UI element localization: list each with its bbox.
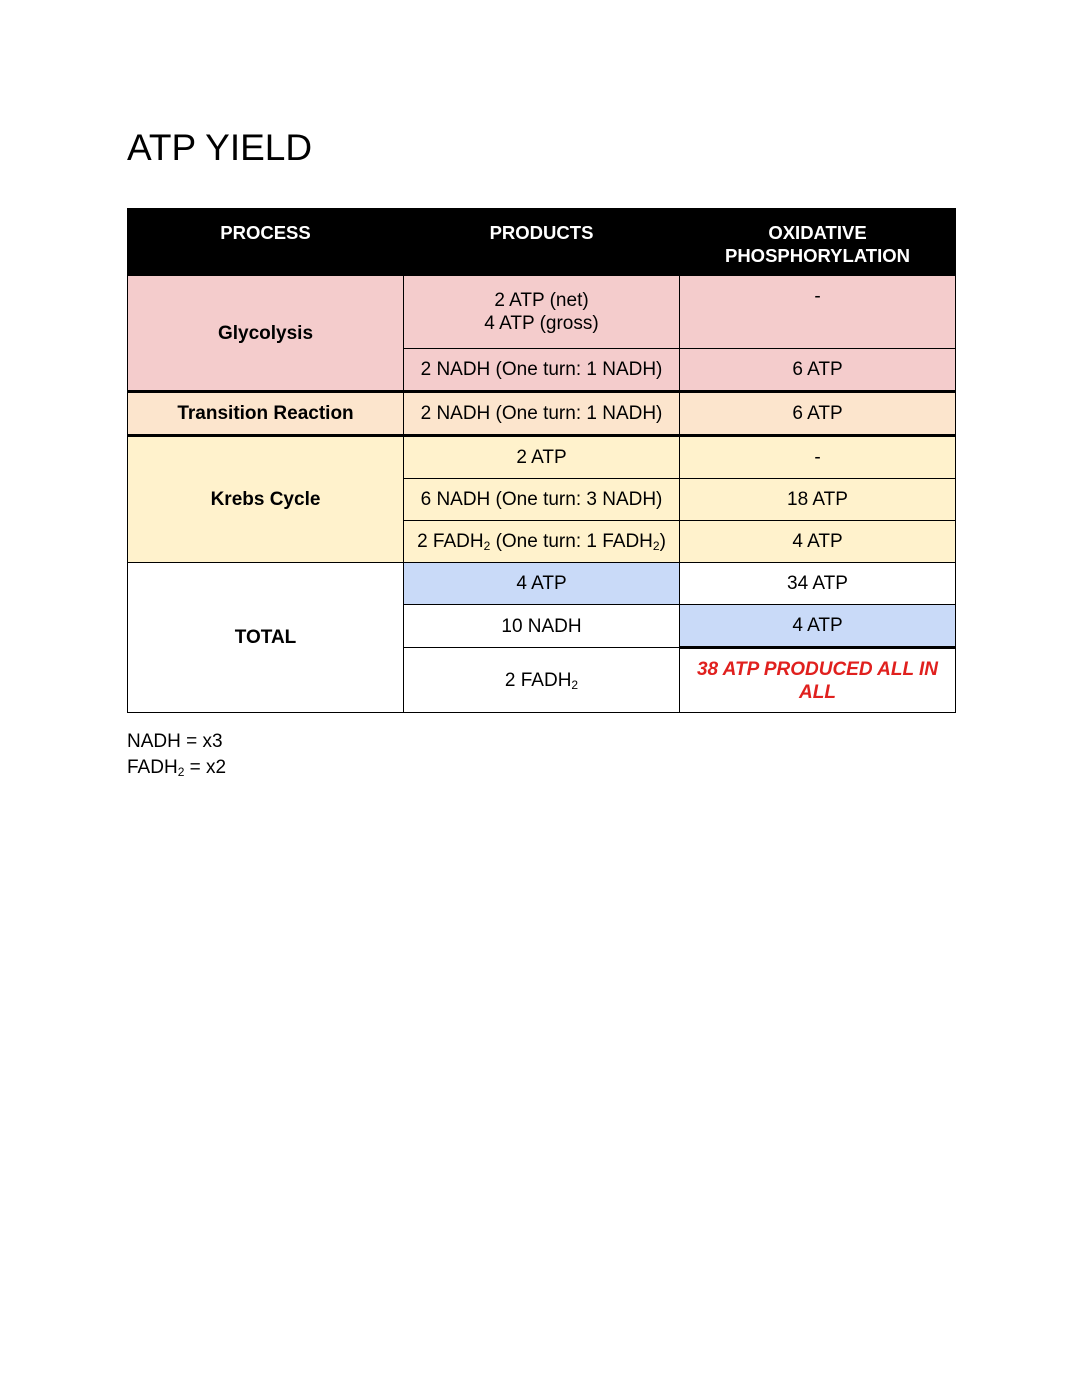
krebs-fadh2-sub-b: 2 — [652, 539, 660, 553]
total-fadh2-sub: 2 — [571, 677, 579, 692]
transition-products: 2 NADH (One turn: 1 NADH) — [404, 392, 680, 436]
glycolysis-atp-net: 2 ATP (net) — [494, 290, 589, 311]
table-row — [128, 392, 956, 436]
krebs-products-nadh: 6 NADH (One turn: 3 NADH) — [404, 479, 680, 521]
total-ox-4-atp: 4 ATP — [680, 605, 956, 648]
note-fadh2-sub: 2 — [177, 765, 185, 779]
note-fadh2 — [127, 755, 226, 781]
transition-ox: 6 ATP — [680, 392, 956, 436]
header-oxidative-phosphorylation: OXIDATIVE PHOSPHORYLATION — [680, 209, 956, 276]
note-nadh: NADH = x3 — [127, 731, 223, 752]
note-fadh2-value: = x2 — [184, 757, 227, 778]
krebs-fadh2-part-b: (One turn: 1 FADH — [495, 531, 653, 552]
krebs-fadh2-part-c: ) — [659, 531, 666, 552]
total-ox-34-atp: 34 ATP — [680, 563, 956, 605]
header-process: PROCESS — [128, 209, 404, 276]
process-total: TOTAL — [128, 563, 404, 713]
note-fadh2-text: FADH — [127, 757, 178, 778]
total-products-nadh: 10 NADH — [404, 605, 680, 648]
atp-yield-table — [127, 208, 956, 713]
total-atp-produced: 38 ATP PRODUCED ALL IN ALL — [680, 648, 956, 713]
krebs-ox-nadh: 18 ATP — [680, 479, 956, 521]
glycolysis-products-atp — [404, 276, 680, 349]
conversion-notes — [127, 729, 226, 781]
table-row — [128, 276, 956, 349]
table-row — [128, 563, 956, 605]
glycolysis-products-nadh: 2 NADH (One turn: 1 NADH) — [404, 349, 680, 392]
krebs-fadh2-sub-a: 2 — [483, 539, 491, 553]
krebs-ox-atp: - — [680, 436, 956, 479]
krebs-fadh2-part-a: 2 FADH — [417, 531, 484, 552]
krebs-products-fadh2 — [404, 521, 680, 563]
total-products-atp: 4 ATP — [404, 563, 680, 605]
glycolysis-ox-nadh: 6 ATP — [680, 349, 956, 392]
page-title: ATP YIELD — [127, 127, 313, 168]
header-products: PRODUCTS — [404, 209, 680, 276]
glycolysis-ox-atp: - — [680, 276, 956, 349]
process-krebs-cycle: Krebs Cycle — [128, 436, 404, 563]
krebs-ox-fadh2: 4 ATP — [680, 521, 956, 563]
total-products-fadh2 — [404, 648, 680, 713]
process-transition-reaction: Transition Reaction — [128, 392, 404, 436]
glycolysis-atp-gross: 4 ATP (gross) — [484, 313, 599, 334]
krebs-products-atp: 2 ATP — [404, 436, 680, 479]
process-glycolysis: Glycolysis — [128, 276, 404, 392]
table-header-row — [128, 209, 956, 276]
table-row — [128, 436, 956, 479]
total-fadh2-text: 2 FADH — [504, 669, 572, 691]
